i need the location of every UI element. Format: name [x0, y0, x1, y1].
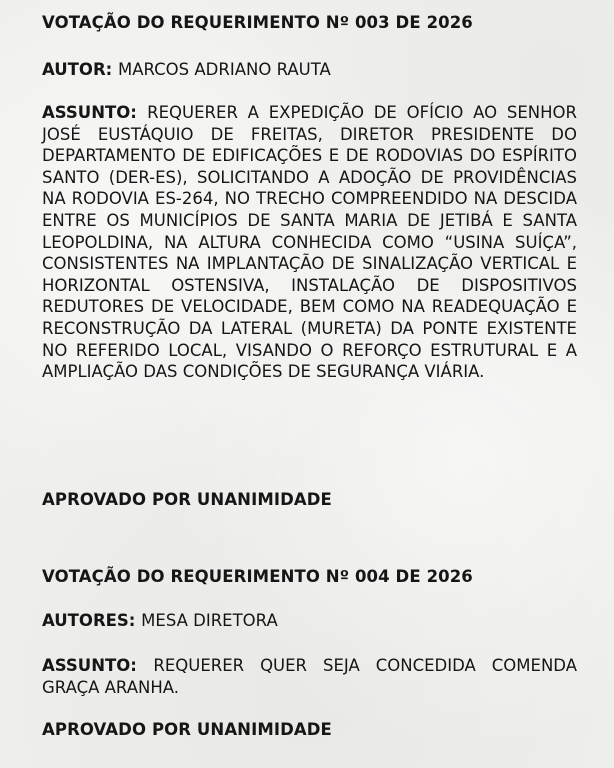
requerimento-004-author	[42, 611, 577, 630]
requerimento-003-result: APROVADO POR UNANIMIDADE	[42, 490, 332, 509]
subject-text: REQUERER A EXPEDIÇÃO DE OFÍCIO AO SENHOR JOSÉ EUSTÁQUIO DE FREITAS, DIRETOR PRESIDENTE DO DEPARTAMENTO DE EDIFICAÇÕES E DE RODOVIAS DO ESPÍRITO SANTO (DER-ES), SOLICITANDO A ADOÇÃO DE PROVIDÊNCIAS NA RODOVIA ES-264, NO TRECHO COMPREENDIDO NA DESCIDA ENTRE OS MUNICÍPIOS DE SANTA MARIA DE JETIBÁ E SANTA LEOPOLDINA, NA ALTURA CONHECIDA COMO “USINA SUÍÇA”, CONSISTENTES NA IMPLANTAÇÃO DE SINALIZAÇÃO VERTICAL E HORIZONTAL OSTENSIVA, INSTALAÇÃO DE DISPOSITIVOS REDUTORES DE VELOCIDADE, BEM COMO NA READEQUAÇÃO E RECONSTRUÇÃO DA LATERAL (MURETA) DA PONTE EXISTENTE NO REFERIDO LOCAL, VISANDO O REFORÇO ESTRUTURAL E A AMPLIAÇÃO DAS CONDIÇÕES DE SEGURANÇA VIÁRIA.	[42, 103, 577, 382]
author-label: AUTORES:	[42, 611, 142, 630]
subject-label: ASSUNTO:	[42, 656, 154, 675]
author-value: MARCOS ADRIANO RAUTA	[118, 60, 331, 79]
requerimento-004-subject	[42, 655, 577, 698]
subject-label: ASSUNTO:	[42, 103, 148, 122]
requerimento-004-title: VOTAÇÃO DO REQUERIMENTO Nº 004 DE 2026	[42, 567, 473, 586]
subject-text: REQUERER QUER SEJA CONCEDIDA COMENDA GRAÇA ARANHA.	[42, 656, 577, 697]
requerimento-003-author	[42, 60, 577, 79]
requerimento-003-title: VOTAÇÃO DO REQUERIMENTO Nº 003 DE 2026	[42, 13, 473, 32]
requerimento-004-result: APROVADO POR UNANIMIDADE	[42, 720, 332, 739]
requerimento-003-subject	[42, 102, 577, 383]
author-value: MESA DIRETORA	[141, 611, 278, 630]
author-label: AUTOR:	[42, 60, 118, 79]
